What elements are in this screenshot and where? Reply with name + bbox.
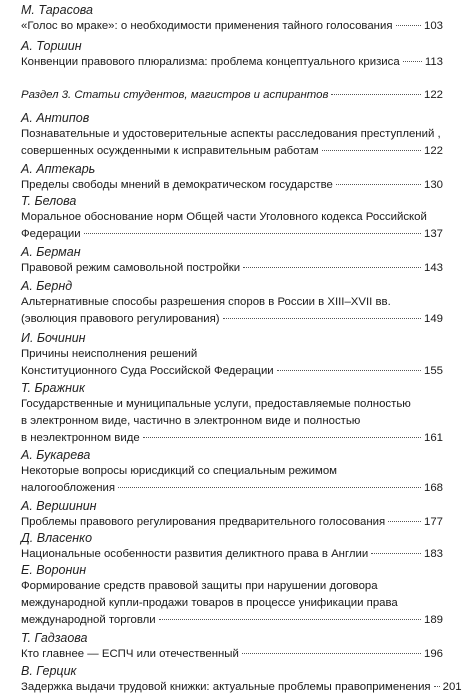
entry-title-line <box>21 480 443 497</box>
entry-title-line <box>21 546 443 563</box>
entry-author: Т. Гадзаова <box>21 631 88 645</box>
entry-author: И. Бочинин <box>21 331 86 345</box>
toc-entry <box>21 39 443 71</box>
toc-entry <box>21 448 443 497</box>
dot-leader <box>434 686 440 687</box>
entry-author: А. Вершинин <box>21 499 97 513</box>
entry-title-line: Формирование средств правовой защиты при нарушении договора <box>21 580 378 592</box>
entry-title: Конституционного Суда Российской Федерации <box>21 365 274 377</box>
entry-author: А. Аптекарь <box>21 162 96 176</box>
dot-leader <box>277 370 421 371</box>
entry-title-line <box>21 514 443 531</box>
dot-leader <box>159 619 421 620</box>
dot-leader <box>371 553 421 554</box>
entry-title: Национальные особенности развития деликтного права в Англии <box>21 548 369 560</box>
entry-title: международной торговли <box>21 614 156 626</box>
dot-leader <box>388 521 421 522</box>
dot-leader <box>403 61 422 62</box>
section-heading <box>21 87 443 104</box>
toc-entry <box>21 3 443 35</box>
section-line <box>21 87 443 104</box>
toc-entry <box>21 245 443 277</box>
page-number: 143 <box>423 262 443 274</box>
entry-title-line <box>21 260 443 277</box>
toc-entry <box>21 162 443 194</box>
toc-entry <box>21 531 443 563</box>
entry-title-line: Некоторые вопросы юрисдикций со специальным режимом <box>21 465 338 477</box>
entry-title-line: Моральное обоснование норм Общей части Уголовного кодекса Российской <box>21 211 427 223</box>
dot-leader <box>331 94 421 95</box>
entry-title-line: международной купли-продажи товаров в процессе унификации права <box>21 597 398 609</box>
entry-title-line <box>21 363 443 380</box>
entry-title: Проблемы правового регулирования предварительного голосования <box>21 516 386 528</box>
entry-author: А. Берман <box>21 245 81 259</box>
section-title: Раздел 3. Статьи студентов, магистров и аспирантов <box>21 89 329 101</box>
toc-entry <box>21 563 443 629</box>
toc-entry <box>21 664 462 696</box>
entry-title: (эволюция правового регулирования) <box>21 313 220 325</box>
entry-title-line <box>21 679 462 696</box>
dot-leader <box>223 318 421 319</box>
entry-title: Конвенции правового плюрализма: проблема концептуального кризиса <box>21 56 400 68</box>
toc-entry <box>21 331 443 380</box>
entry-title-line: Познавательные и удостоверительные аспекты расследования преступлений , <box>21 128 441 140</box>
entry-title-line <box>21 143 443 160</box>
entry-title: налогообложения <box>21 482 116 494</box>
page-number: 103 <box>423 20 443 32</box>
entry-author: А. Букарева <box>21 448 91 462</box>
entry-title-line: в электронном виде, частично в электронном виде и полностью <box>21 415 361 427</box>
entry-author: Е. Воронин <box>21 563 87 577</box>
entry-author: В. Герцик <box>21 664 77 678</box>
dot-leader <box>336 184 421 185</box>
entry-author: Д. Власенко <box>21 531 93 545</box>
entry-author: Т. Бражник <box>21 381 85 395</box>
entry-title-line <box>21 18 443 35</box>
entry-title-line: Причины неисполнения решений <box>21 348 198 360</box>
toc-entry <box>21 499 443 531</box>
toc-entry <box>21 279 443 328</box>
page-number: 122 <box>423 89 443 101</box>
entry-author: Т. Белова <box>21 194 77 208</box>
dot-leader <box>243 267 421 268</box>
toc-entry <box>21 111 443 160</box>
toc-entry <box>21 381 443 447</box>
entry-title: Правовой режим самовольной постройки <box>21 262 241 274</box>
entry-title-line <box>21 54 443 71</box>
entry-title-line <box>21 430 443 447</box>
entry-title: Федерации <box>21 228 81 240</box>
page-number: 113 <box>424 56 443 68</box>
page-number: 189 <box>423 614 443 626</box>
entry-title-line <box>21 612 443 629</box>
page-number: 201 <box>442 681 462 693</box>
entry-title: Пределы свободы мнений в демократическом государстве <box>21 179 333 191</box>
dot-leader <box>143 437 421 438</box>
entry-author: А. Торшин <box>21 39 82 53</box>
entry-title: в неэлектронном виде <box>21 432 140 444</box>
entry-title-line <box>21 646 443 663</box>
toc-entry <box>21 194 443 243</box>
entry-title: «Голос во мраке»: о необходимости применения тайного голосования <box>21 20 393 32</box>
page-number: 168 <box>423 482 443 494</box>
entry-title-line <box>21 177 443 194</box>
page-number: 183 <box>423 548 443 560</box>
entry-title-line <box>21 226 443 243</box>
dot-leader <box>322 150 421 151</box>
entry-title-line <box>21 311 443 328</box>
dot-leader <box>396 25 421 26</box>
dot-leader <box>84 233 421 234</box>
page-number: 149 <box>423 313 443 325</box>
page-number: 130 <box>423 179 443 191</box>
page-number: 177 <box>423 516 443 528</box>
entry-title-line: Альтернативные способы разрешения споров в России в XIII–XVII вв. <box>21 296 391 308</box>
page-number: 137 <box>423 228 443 240</box>
entry-title: Кто главнее — ЕСПЧ или отечественный <box>21 648 239 660</box>
entry-title: Задержка выдачи трудовой книжки: актуальные проблемы правоприменения <box>21 681 431 693</box>
entry-author: А. Антипов <box>21 111 90 125</box>
toc-entry <box>21 631 443 663</box>
entry-title: совершенных осужденными к исправительным работам <box>21 145 319 157</box>
dot-leader <box>118 487 421 488</box>
entry-title-line: Государственные и муниципальные услуги, предоставляемые полностью <box>21 398 411 410</box>
page-number: 155 <box>423 365 443 377</box>
page-number: 196 <box>423 648 443 660</box>
entry-author: А. Бернд <box>21 279 73 293</box>
dot-leader <box>242 653 421 654</box>
page-number: 161 <box>423 432 443 444</box>
page-number: 122 <box>423 145 443 157</box>
entry-author: М. Тарасова <box>21 3 93 17</box>
